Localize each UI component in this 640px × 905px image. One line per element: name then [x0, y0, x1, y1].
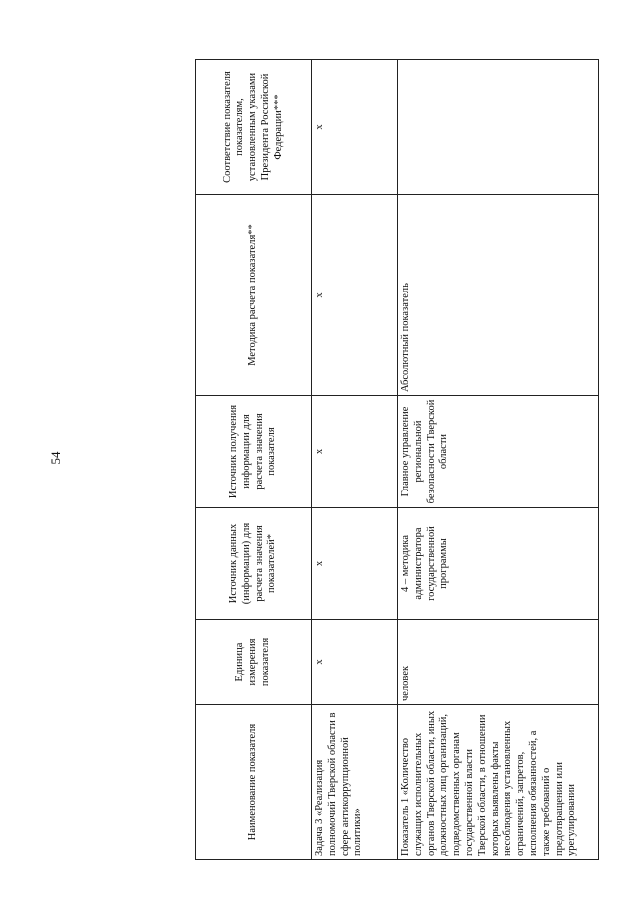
cell-unit: х — [312, 620, 398, 705]
cell-info-source: Главное управление региональной безопасности Тверской области — [398, 396, 599, 508]
cell-data-source: 4 – методика администратора государственной программы — [398, 508, 599, 620]
cell-correspondence — [398, 60, 599, 195]
header-correspondence: Соответствие показателя показателям, установленным указами Президента Российской Федерации*** — [196, 60, 312, 195]
rotated-table-container — [195, 60, 585, 860]
cell-name: Задача 3 «Реализация полномочий Тверской области в сфере антикоррупционной политики» — [312, 705, 398, 860]
cell-info-source: х — [312, 396, 398, 508]
header-unit: Единица измерения показателя — [196, 620, 312, 705]
header-info-source: Источник получения информации для расчета значения показателя — [196, 396, 312, 508]
cell-unit: человек — [398, 620, 599, 705]
header-indicator-name: Наименование показателя — [196, 705, 312, 860]
page-number: 54 — [48, 451, 63, 465]
cell-correspondence: х — [312, 60, 398, 195]
cell-data-source: х — [312, 508, 398, 620]
cell-method: Абсолютный показатель — [398, 195, 599, 396]
header-data-source: Источник данных (информации) для расчета значения показателей* — [196, 508, 312, 620]
header-method: Методика расчета показателя** — [196, 195, 312, 396]
table-row — [398, 60, 599, 860]
table-header-row — [196, 60, 312, 860]
table-row — [312, 60, 398, 860]
cell-name: Показатель 1 «Количество служащих исполнительных органов Тверской области, иных должностных лиц организаций, подведомственных органам государственной власти Тверской области, в отношении которых выявлены факты несоблюдения установленных ограничений, запретов, исполнения обязанностей, а также требований о предотвращении или урегулировании — [398, 705, 599, 860]
cell-method: х — [312, 195, 398, 396]
indicators-table — [195, 59, 599, 860]
